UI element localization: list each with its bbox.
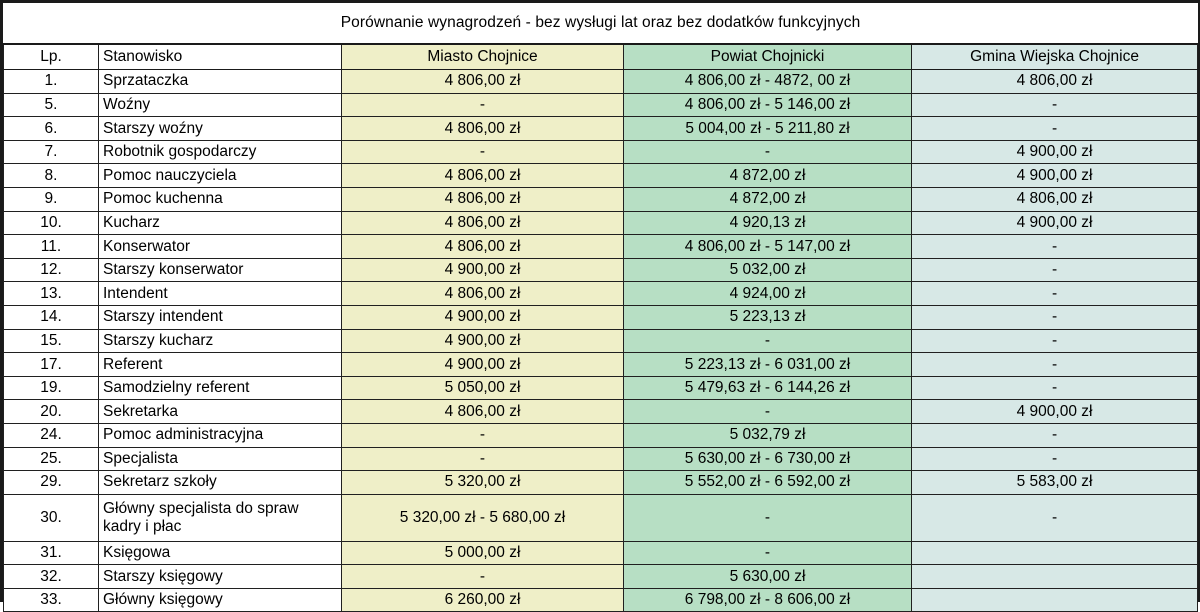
table-row [4, 187, 1198, 211]
column-header-stanowisko: Stanowisko [99, 44, 342, 70]
cell-miasto-chojnice: 6 260,00 zł [342, 588, 624, 612]
column-header-gmina: Gmina Wiejska Chojnice [912, 44, 1198, 70]
cell-gmina-wiejska-chojnice: - [912, 329, 1198, 353]
table-row [4, 329, 1198, 353]
table-row [4, 400, 1198, 424]
cell-miasto-chojnice: 4 900,00 zł [342, 353, 624, 377]
cell-powiat-chojnicki: 4 806,00 zł - 5 147,00 zł [624, 235, 912, 259]
cell-gmina-wiejska-chojnice: - [912, 423, 1198, 447]
table-row [4, 541, 1198, 565]
cell-lp: 25. [4, 447, 99, 471]
cell-lp: 11. [4, 235, 99, 259]
cell-gmina-wiejska-chojnice: - [912, 376, 1198, 400]
cell-miasto-chojnice: 4 900,00 zł [342, 305, 624, 329]
cell-powiat-chojnicki: - [624, 140, 912, 164]
table-row [4, 282, 1198, 306]
cell-stanowisko: Specjalista [99, 447, 342, 471]
cell-powiat-chojnicki: - [624, 541, 912, 565]
cell-lp: 5. [4, 93, 99, 117]
cell-miasto-chojnice: 4 900,00 zł [342, 329, 624, 353]
table-row [4, 117, 1198, 141]
cell-stanowisko: Robotnik gospodarczy [99, 140, 342, 164]
cell-stanowisko: Starszy księgowy [99, 565, 342, 589]
cell-powiat-chojnicki: 5 032,79 zł [624, 423, 912, 447]
cell-stanowisko: Referent [99, 353, 342, 377]
cell-gmina-wiejska-chojnice: 4 900,00 zł [912, 140, 1198, 164]
cell-lp: 13. [4, 282, 99, 306]
cell-lp: 19. [4, 376, 99, 400]
cell-powiat-chojnicki: 4 872,00 zł [624, 187, 912, 211]
cell-stanowisko: Księgowa [99, 541, 342, 565]
cell-miasto-chojnice: 4 806,00 zł [342, 187, 624, 211]
cell-gmina-wiejska-chojnice: 5 583,00 zł [912, 471, 1198, 495]
cell-gmina-wiejska-chojnice [912, 565, 1198, 589]
table-row [4, 494, 1198, 541]
cell-lp: 8. [4, 164, 99, 188]
table-row [4, 376, 1198, 400]
cell-lp: 20. [4, 400, 99, 424]
cell-miasto-chojnice: - [342, 423, 624, 447]
cell-lp: 6. [4, 117, 99, 141]
cell-miasto-chojnice: 5 320,00 zł - 5 680,00 zł [342, 494, 624, 541]
cell-powiat-chojnicki: 5 032,00 zł [624, 258, 912, 282]
table-row [4, 70, 1198, 94]
cell-gmina-wiejska-chojnice: - [912, 494, 1198, 541]
cell-lp: 7. [4, 140, 99, 164]
table-row [4, 353, 1198, 377]
cell-lp: 24. [4, 423, 99, 447]
cell-gmina-wiejska-chojnice: 4 900,00 zł [912, 400, 1198, 424]
cell-powiat-chojnicki: 4 924,00 zł [624, 282, 912, 306]
cell-gmina-wiejska-chojnice: 4 806,00 zł [912, 70, 1198, 94]
cell-stanowisko [99, 494, 342, 541]
cell-stanowisko: Starszy konserwator [99, 258, 342, 282]
cell-gmina-wiejska-chojnice: - [912, 258, 1198, 282]
table-row [4, 305, 1198, 329]
cell-lp: 10. [4, 211, 99, 235]
cell-lp: 32. [4, 565, 99, 589]
table-row [4, 164, 1198, 188]
cell-lp: 31. [4, 541, 99, 565]
cell-stanowisko: Sekretarz szkoły [99, 471, 342, 495]
cell-miasto-chojnice: 4 806,00 zł [342, 117, 624, 141]
cell-miasto-chojnice: 4 806,00 zł [342, 282, 624, 306]
cell-powiat-chojnicki: 4 872,00 zł [624, 164, 912, 188]
cell-powiat-chojnicki: 4 806,00 zł - 5 146,00 zł [624, 93, 912, 117]
table-row [4, 565, 1198, 589]
table-row [4, 258, 1198, 282]
cell-powiat-chojnicki: 4 806,00 zł - 4872, 00 zł [624, 70, 912, 94]
cell-stanowisko: Główny księgowy [99, 588, 342, 612]
cell-lp: 1. [4, 70, 99, 94]
cell-stanowisko: Sprzataczka [99, 70, 342, 94]
cell-miasto-chojnice: 5 320,00 zł [342, 471, 624, 495]
column-header-row [4, 44, 1198, 70]
salary-comparison-table [3, 3, 1198, 612]
cell-powiat-chojnicki: - [624, 400, 912, 424]
cell-lp: 14. [4, 305, 99, 329]
page-title: Porównanie wynagrodzeń - bez wysługi lat oraz bez dodatków funkcyjnych [4, 3, 1198, 44]
cell-miasto-chojnice: - [342, 140, 624, 164]
cell-lp: 17. [4, 353, 99, 377]
cell-stanowisko: Intendent [99, 282, 342, 306]
cell-gmina-wiejska-chojnice: - [912, 282, 1198, 306]
cell-powiat-chojnicki: 4 920,13 zł [624, 211, 912, 235]
title-row [4, 3, 1198, 44]
cell-miasto-chojnice: 4 806,00 zł [342, 164, 624, 188]
cell-stanowisko: Starszy woźny [99, 117, 342, 141]
cell-gmina-wiejska-chojnice [912, 588, 1198, 612]
cell-lp: 15. [4, 329, 99, 353]
cell-stanowisko: Samodzielny referent [99, 376, 342, 400]
cell-miasto-chojnice: - [342, 93, 624, 117]
cell-gmina-wiejska-chojnice: 4 900,00 zł [912, 211, 1198, 235]
cell-stanowisko: Starszy intendent [99, 305, 342, 329]
cell-powiat-chojnicki: 5 223,13 zł [624, 305, 912, 329]
cell-stanowisko: Sekretarka [99, 400, 342, 424]
cell-gmina-wiejska-chojnice: - [912, 93, 1198, 117]
cell-stanowisko: Konserwator [99, 235, 342, 259]
table-row [4, 235, 1198, 259]
cell-lp: 9. [4, 187, 99, 211]
cell-miasto-chojnice: - [342, 447, 624, 471]
cell-gmina-wiejska-chojnice: - [912, 305, 1198, 329]
cell-miasto-chojnice: 4 900,00 zł [342, 258, 624, 282]
cell-powiat-chojnicki: - [624, 494, 912, 541]
cell-powiat-chojnicki: 5 223,13 zł - 6 031,00 zł [624, 353, 912, 377]
cell-powiat-chojnicki: 5 552,00 zł - 6 592,00 zł [624, 471, 912, 495]
cell-miasto-chojnice: 4 806,00 zł [342, 211, 624, 235]
cell-stanowisko: Pomoc kuchenna [99, 187, 342, 211]
cell-stanowisko: Woźny [99, 93, 342, 117]
cell-lp: 29. [4, 471, 99, 495]
cell-miasto-chojnice: 4 806,00 zł [342, 70, 624, 94]
cell-lp: 30. [4, 494, 99, 541]
table-row [4, 588, 1198, 612]
table-row [4, 471, 1198, 495]
column-header-lp: Lp. [4, 44, 99, 70]
cell-stanowisko-line2: kadry i płac [103, 517, 182, 535]
cell-stanowisko: Pomoc nauczyciela [99, 164, 342, 188]
cell-gmina-wiejska-chojnice: 4 900,00 zł [912, 164, 1198, 188]
cell-miasto-chojnice: 4 806,00 zł [342, 235, 624, 259]
table-row [4, 93, 1198, 117]
cell-powiat-chojnicki: - [624, 329, 912, 353]
cell-stanowisko: Kucharz [99, 211, 342, 235]
cell-lp: 33. [4, 588, 99, 612]
cell-miasto-chojnice: 5 050,00 zł [342, 376, 624, 400]
cell-miasto-chojnice: 4 806,00 zł [342, 400, 624, 424]
cell-stanowisko: Pomoc administracyjna [99, 423, 342, 447]
cell-powiat-chojnicki: 6 798,00 zł - 8 606,00 zł [624, 588, 912, 612]
cell-powiat-chojnicki: 5 004,00 zł - 5 211,80 zł [624, 117, 912, 141]
cell-lp: 12. [4, 258, 99, 282]
cell-gmina-wiejska-chojnice: - [912, 353, 1198, 377]
cell-miasto-chojnice: - [342, 565, 624, 589]
cell-powiat-chojnicki: 5 630,00 zł - 6 730,00 zł [624, 447, 912, 471]
cell-stanowisko: Starszy kucharz [99, 329, 342, 353]
cell-powiat-chojnicki: 5 479,63 zł - 6 144,26 zł [624, 376, 912, 400]
cell-miasto-chojnice: 5 000,00 zł [342, 541, 624, 565]
table-row [4, 423, 1198, 447]
table-row [4, 211, 1198, 235]
column-header-powiat: Powiat Chojnicki [624, 44, 912, 70]
cell-powiat-chojnicki: 5 630,00 zł [624, 565, 912, 589]
cell-stanowisko-line1: Główny specjalista do spraw [103, 499, 299, 517]
table-row [4, 140, 1198, 164]
cell-gmina-wiejska-chojnice: - [912, 235, 1198, 259]
cell-gmina-wiejska-chojnice [912, 541, 1198, 565]
column-header-miasto: Miasto Chojnice [342, 44, 624, 70]
cell-gmina-wiejska-chojnice: 4 806,00 zł [912, 187, 1198, 211]
cell-gmina-wiejska-chojnice: - [912, 117, 1198, 141]
cell-gmina-wiejska-chojnice: - [912, 447, 1198, 471]
table-row [4, 447, 1198, 471]
